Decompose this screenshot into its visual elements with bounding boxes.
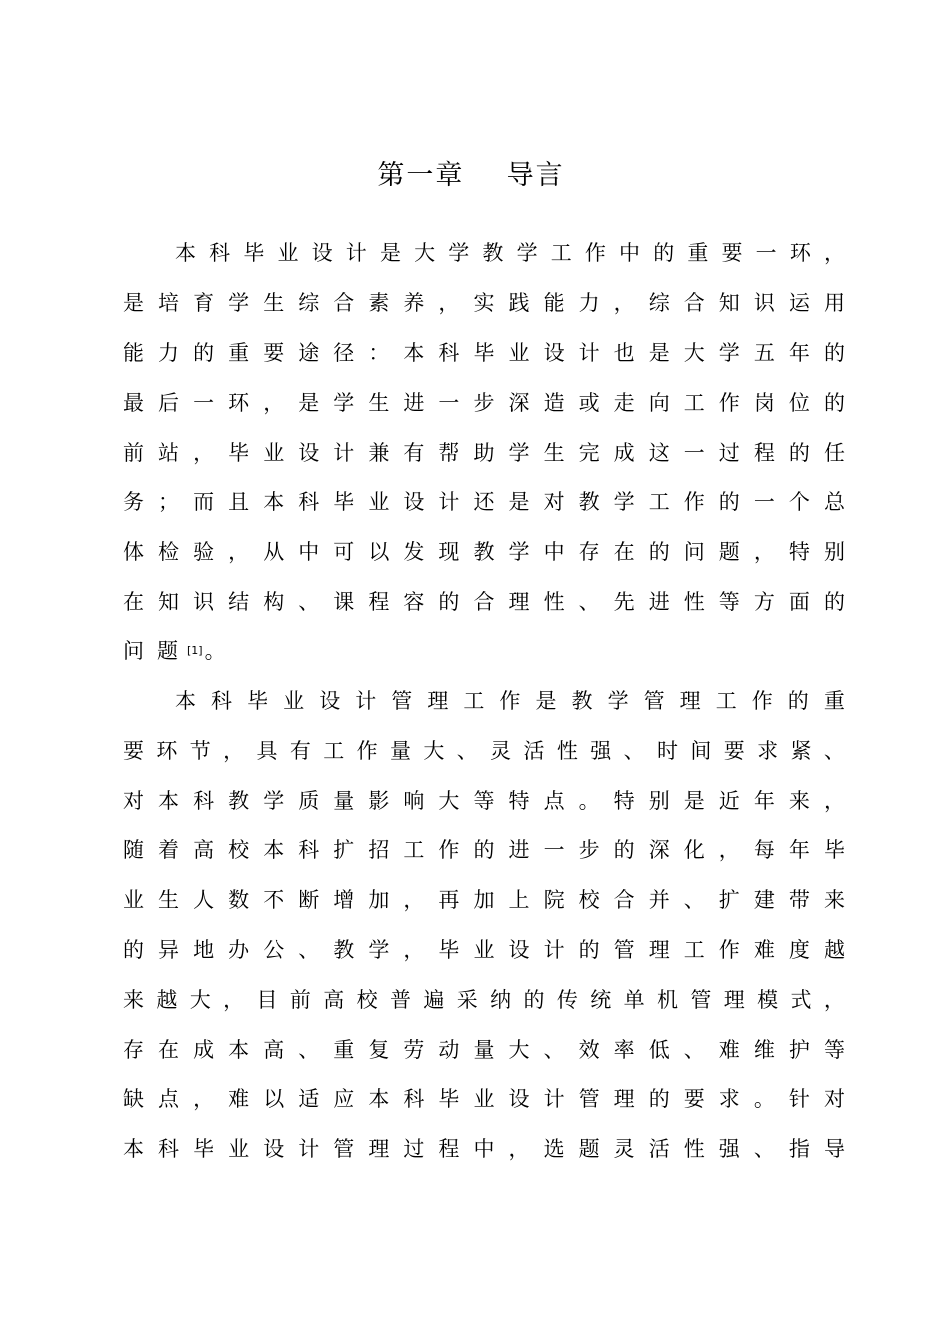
citation-marker: [1] [187, 644, 203, 657]
paragraph-1-line-6: 务 ； 而 且 本 科 毕 业 设 计 还 是 对 教 学 工 作 的 一 个 总 [123, 490, 845, 514]
paragraph-1-line-4: 最 后 一 环 ， 是 学 生 进 一 步 深 造 或 走 向 工 作 岗 位 的 [123, 391, 845, 415]
paragraph-2-line-7: 来 越 大 ， 目 前 高 校 普 遍 采 纳 的 传 统 单 机 管 理 模 式 ， [123, 988, 845, 1012]
paragraph-1-line-8: 在 知 识 结 构 、 课 程 容 的 合 理 性 、 先 进 性 等 方 面 的 [123, 590, 845, 614]
paragraph-2-line-10: 本 科 毕 业 设 计 管 理 过 程 中 ， 选 题 灵 活 性 强 、 指 导 [123, 1137, 845, 1161]
paragraph-1-line-9 [123, 631, 845, 671]
chapter-title: 第一章 导言 [377, 160, 565, 191]
paragraph-2-line-4: 随 着 高 校 本 科 扩 招 工 作 的 进 一 步 的 深 化 ， 每 年 毕 [123, 838, 845, 862]
paragraph-1-line-2: 是 培 育 学 生 综 合 素 养 ， 实 践 能 力 ， 综 合 知 识 运 用 [123, 291, 845, 315]
paragraph-1-line-7: 体 检 验 ， 从 中 可 以 发 现 教 学 中 存 在 的 问 题 ， 特 别 [123, 540, 845, 564]
paragraph-1-line-1: 本 科 毕 业 设 计 是 大 学 教 学 工 作 中 的 重 要 一 环 ， [175, 241, 845, 265]
paragraph-2-line-8: 存 在 成 本 高 、 重 复 劳 动 量 大 、 效 率 低 、 难 维 护 等 [123, 1038, 845, 1062]
paragraph-2-line-1: 本 科 毕 业 设 计 管 理 工 作 是 教 学 管 理 工 作 的 重 [175, 689, 845, 713]
paragraph-2-line-3: 对 本 科 教 学 质 量 影 响 大 等 特 点 。 特 别 是 近 年 来 ， [123, 789, 845, 813]
paragraph-1-line-3: 能 力 的 重 要 途 径 ： 本 科 毕 业 设 计 也 是 大 学 五 年 的 [123, 341, 845, 365]
paragraph-2-line-6: 的 异 地 办 公 、 教 学 ， 毕 业 设 计 的 管 理 工 作 难 度 越 [123, 938, 845, 962]
paragraph-2-line-2: 要 环 节 ， 具 有 工 作 量 大 、 灵 活 性 强 、 时 间 要 求 紧 、 [123, 739, 845, 763]
paragraph-2-line-5: 业 生 人 数 不 断 增 加 ， 再 加 上 院 校 合 并 、 扩 建 带 来 [123, 888, 845, 912]
paragraph-1-line-5: 前 站 ， 毕 业 设 计 兼 有 帮 助 学 生 完 成 这 一 过 程 的 任 [123, 441, 845, 465]
paragraph-2-line-9: 缺 点 ， 难 以 适 应 本 科 毕 业 设 计 管 理 的 要 求 。 针 对 [123, 1087, 845, 1111]
paragraph-1-end-punct: 。 [204, 639, 226, 663]
paragraph-1-last-text: 问 题 [123, 639, 178, 663]
